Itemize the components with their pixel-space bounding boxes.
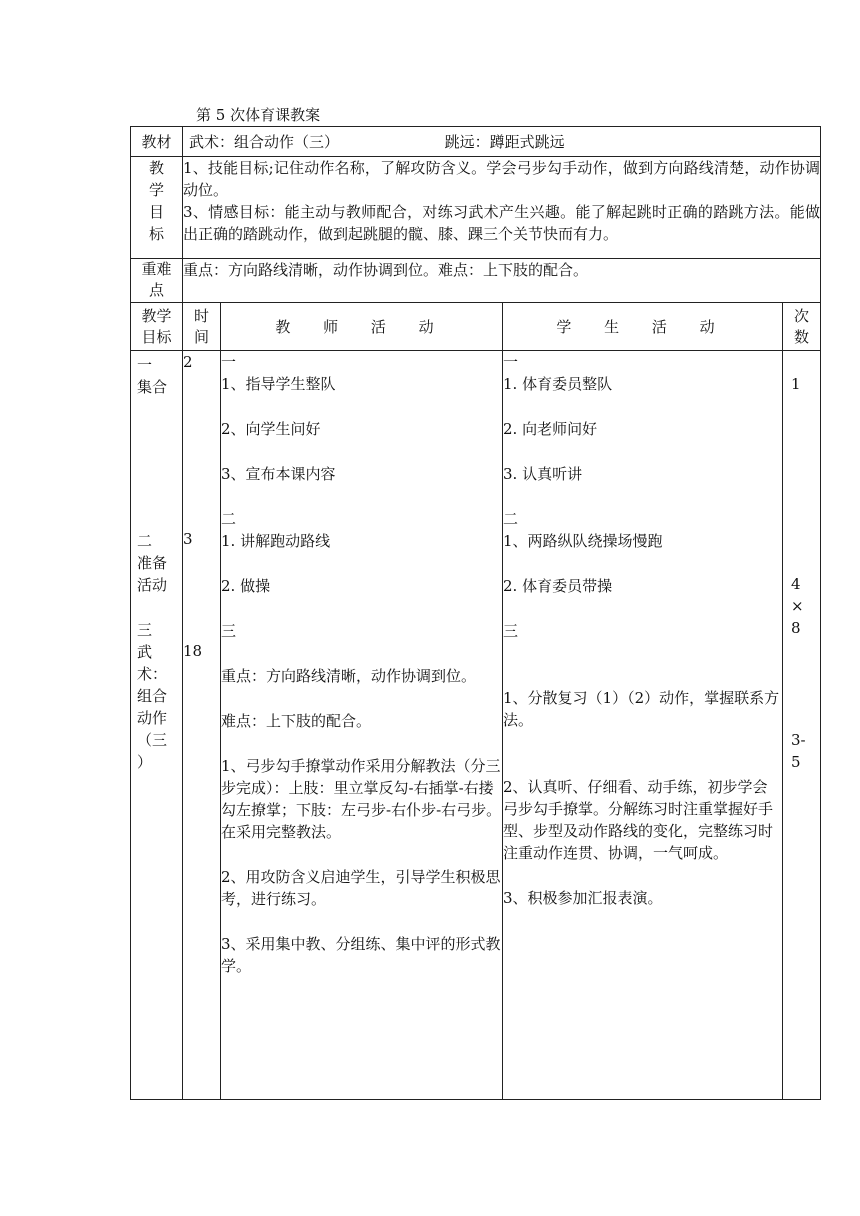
time-s1: 2 [183, 353, 193, 371]
page-title: 第 5 次体育课教案 [196, 106, 321, 124]
teacher-step-1: 1、弓步勾手撩掌动作采用分解教法（分三步完成）：上肢：里立掌反勾-右插掌-右搂勾左撩掌；下肢：左弓步-右仆步-右弓步。在采用完整教法。 [221, 757, 502, 841]
teacher-step-3: 3、采用集中教、分组练、集中评的形式教学。 [221, 935, 501, 975]
goal-s1: 一 集合 [137, 356, 168, 396]
lesson-plan-table [130, 126, 821, 1100]
key-points-label: 重难 点 [131, 259, 183, 303]
goal-s3: 三 武 术： 组合 动作 （三 ） [137, 621, 168, 771]
count-s1: 1 [791, 375, 801, 393]
count-s2: 4 × 8 [791, 575, 804, 637]
teacher-difficulty: 难点：上下肢的配合。 [221, 712, 372, 730]
emotion-objective: 3、情感目标：能主动与教师配合，对练习武术产生兴趣。能了解起跳时正确的踏跳方法。能做出正确的踏跳动作，做到起跳腿的髋、膝、踝三个关节快而有力。 [183, 203, 821, 243]
goal-column [131, 351, 183, 1100]
header-count: 次 数 [783, 303, 821, 351]
key-points-text: 重点：方向路线清晰，动作协调到位。难点：上下肢的配合。 [183, 259, 821, 303]
skill-objective: 1、技能目标;记住动作名称，了解攻防含义。学会弓步勾手动作，做到方向路线清楚，动作协调动位。 [183, 159, 821, 199]
student-step-3: 3、积极参加汇报表演。 [503, 889, 663, 907]
count-s3: 3- 5 [791, 731, 806, 771]
header-time: 时 间 [183, 303, 221, 351]
header-teacher-activity: 教 师 活 动 [221, 303, 503, 351]
material-label: 教材 [131, 127, 183, 157]
material-item-longjump: 跳远：蹲距式跳远 [444, 132, 565, 151]
time-s2: 3 [183, 530, 193, 548]
material-item-wushu: 武术：组合动作（三） [189, 132, 340, 151]
student-activities: 一 1. 体育委员整队 2. 向老师问好 3. 认真听讲 二 1、两路纵队绕操场慢跑 2. 体育委员带操 三 1、分散复习（1）（2）动作，掌握联系方法。 2、认真听、仔细看、动手练，初步学会弓步勾手撩掌。分解练习时注重掌握好手型、步型及动作路线的变化，完整练习时注重动作连贯、协调，一气呵成。 3、积极参加汇报表演。 [503, 351, 783, 1100]
teacher-step-2: 2、用攻防含义启迪学生，引导学生积极思考，进行练习。 [221, 868, 501, 908]
time-s3: 18 [183, 642, 203, 660]
teacher-key-point: 重点：方向路线清晰，动作协调到位。 [221, 667, 477, 685]
objectives-label: 教 学 目 标 [131, 157, 183, 259]
goal-s2: 二 准备 活动 [137, 532, 168, 594]
header-goal: 教学 目标 [131, 303, 183, 351]
count-column [783, 351, 821, 1100]
objectives-text [183, 157, 821, 259]
teacher-activities: 一 1、指导学生整队 2、向学生问好 3、宣布本课内容 二 1. 讲解跑动路线 2. 做操 三 重点：方向路线清晰，动作协调到位。 难点：上下肢的配合。 1、弓步勾手撩掌动作采用分解教法（分三步完成）：上肢：里立掌反勾-右插掌-右搂勾左撩掌；下肢：左弓步-右仆步-右弓步。在采用完整教法。 2、用攻防含义启迪学生，引导学生积极思考，进行练习。 3、采用集中教、分组练、集中评的形式教学。 [221, 351, 503, 1100]
material-cell [183, 127, 821, 157]
student-step-2: 2、认真听、仔细看、动手练，初步学会弓步勾手撩掌。分解练习时注重掌握好手型、步型及动作路线的变化，完整练习时注重动作连贯、协调，一气呵成。 [503, 778, 774, 862]
time-column [183, 351, 221, 1100]
header-student-activity: 学 生 活 动 [503, 303, 783, 351]
student-step-1: 1、分散复习（1）（2）动作，掌握联系方法。 [503, 689, 780, 729]
